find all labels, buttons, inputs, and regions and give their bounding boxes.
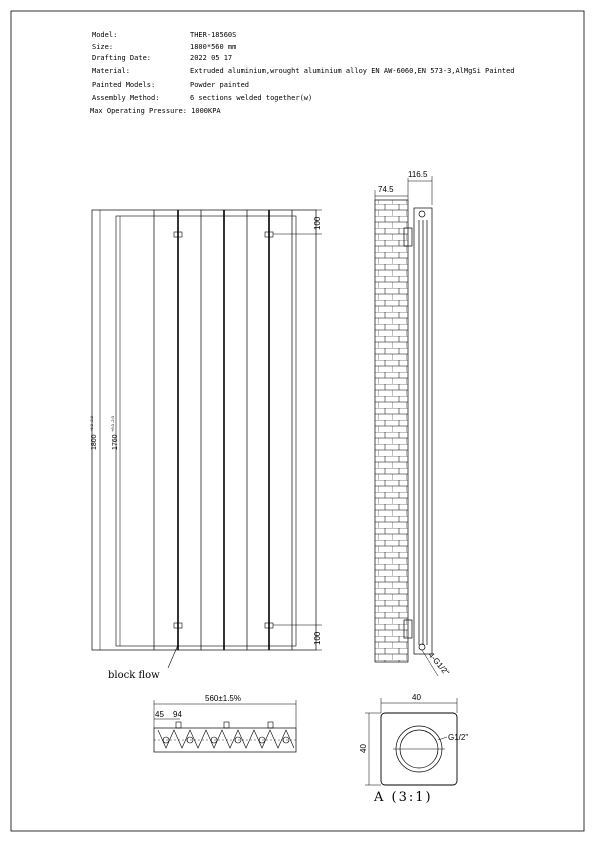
dim-overall-height: 1800 (91, 434, 98, 450)
spec-label-model: Model: (92, 31, 118, 39)
drawing-frame (11, 11, 584, 831)
dim-overall-tolerance: +6.0 -2.0 (89, 416, 94, 432)
dim-plan-width: 560±1.5% (205, 694, 241, 703)
spec-label-assembly: Assembly Method: (92, 94, 160, 102)
spec-value-size: 1800*560 mm (190, 43, 237, 51)
side-view (375, 170, 451, 677)
dim-edge-offset: 45 (155, 710, 164, 719)
block-flow-label: block flow (108, 670, 160, 681)
dim-depth-outer: 116.5 (408, 170, 428, 179)
spec-value-assembly: 6 sections welded together(w) (190, 94, 313, 102)
spec-pressure-line: Max Operating Pressure: 1000KPA (90, 107, 221, 115)
detail-a (365, 698, 457, 785)
detail-caption: A (3:1) (374, 790, 433, 805)
block-flow-leader (168, 645, 178, 668)
thread-label: G1/2" (448, 733, 469, 742)
dim-detail-height: 40 (359, 744, 368, 753)
valve-port (419, 644, 425, 650)
dim-inner-height: 1760 (112, 434, 119, 450)
dim-detail-width: 40 (412, 693, 421, 702)
dim-top-offset: 100 (313, 216, 322, 230)
connection-label: 4-G1/2" (426, 650, 451, 678)
spec-label-size: Size: (92, 43, 114, 51)
spec-value-date: 2022 05 17 (190, 54, 233, 62)
brick-wall (375, 200, 408, 662)
valve-port (419, 211, 425, 217)
dim-inner-tolerance: +6.0 -2.0 (110, 416, 115, 432)
dim-depth-inner: 74.5 (378, 185, 394, 194)
bottom-view (154, 700, 296, 752)
spec-label-date: Drafting Date: (92, 54, 152, 62)
front-view (92, 210, 322, 668)
front-panel-outline (92, 210, 316, 650)
dim-bottom-offset: 100 (313, 631, 322, 645)
spec-value-painted: Powder painted (190, 81, 250, 89)
spec-label-material: Material: (92, 67, 130, 75)
spec-block (90, 31, 515, 115)
spec-label-painted: Painted Models: (92, 81, 156, 89)
spec-value-material: Extruded aluminium,wrought aluminium alloy EN AW-6060,EN 573-3,AlMgSi Painted (190, 67, 515, 75)
spec-value-model: THER-18560S (190, 31, 237, 39)
dim-pitch: 94 (173, 710, 182, 719)
fin-cross-section (158, 730, 294, 748)
